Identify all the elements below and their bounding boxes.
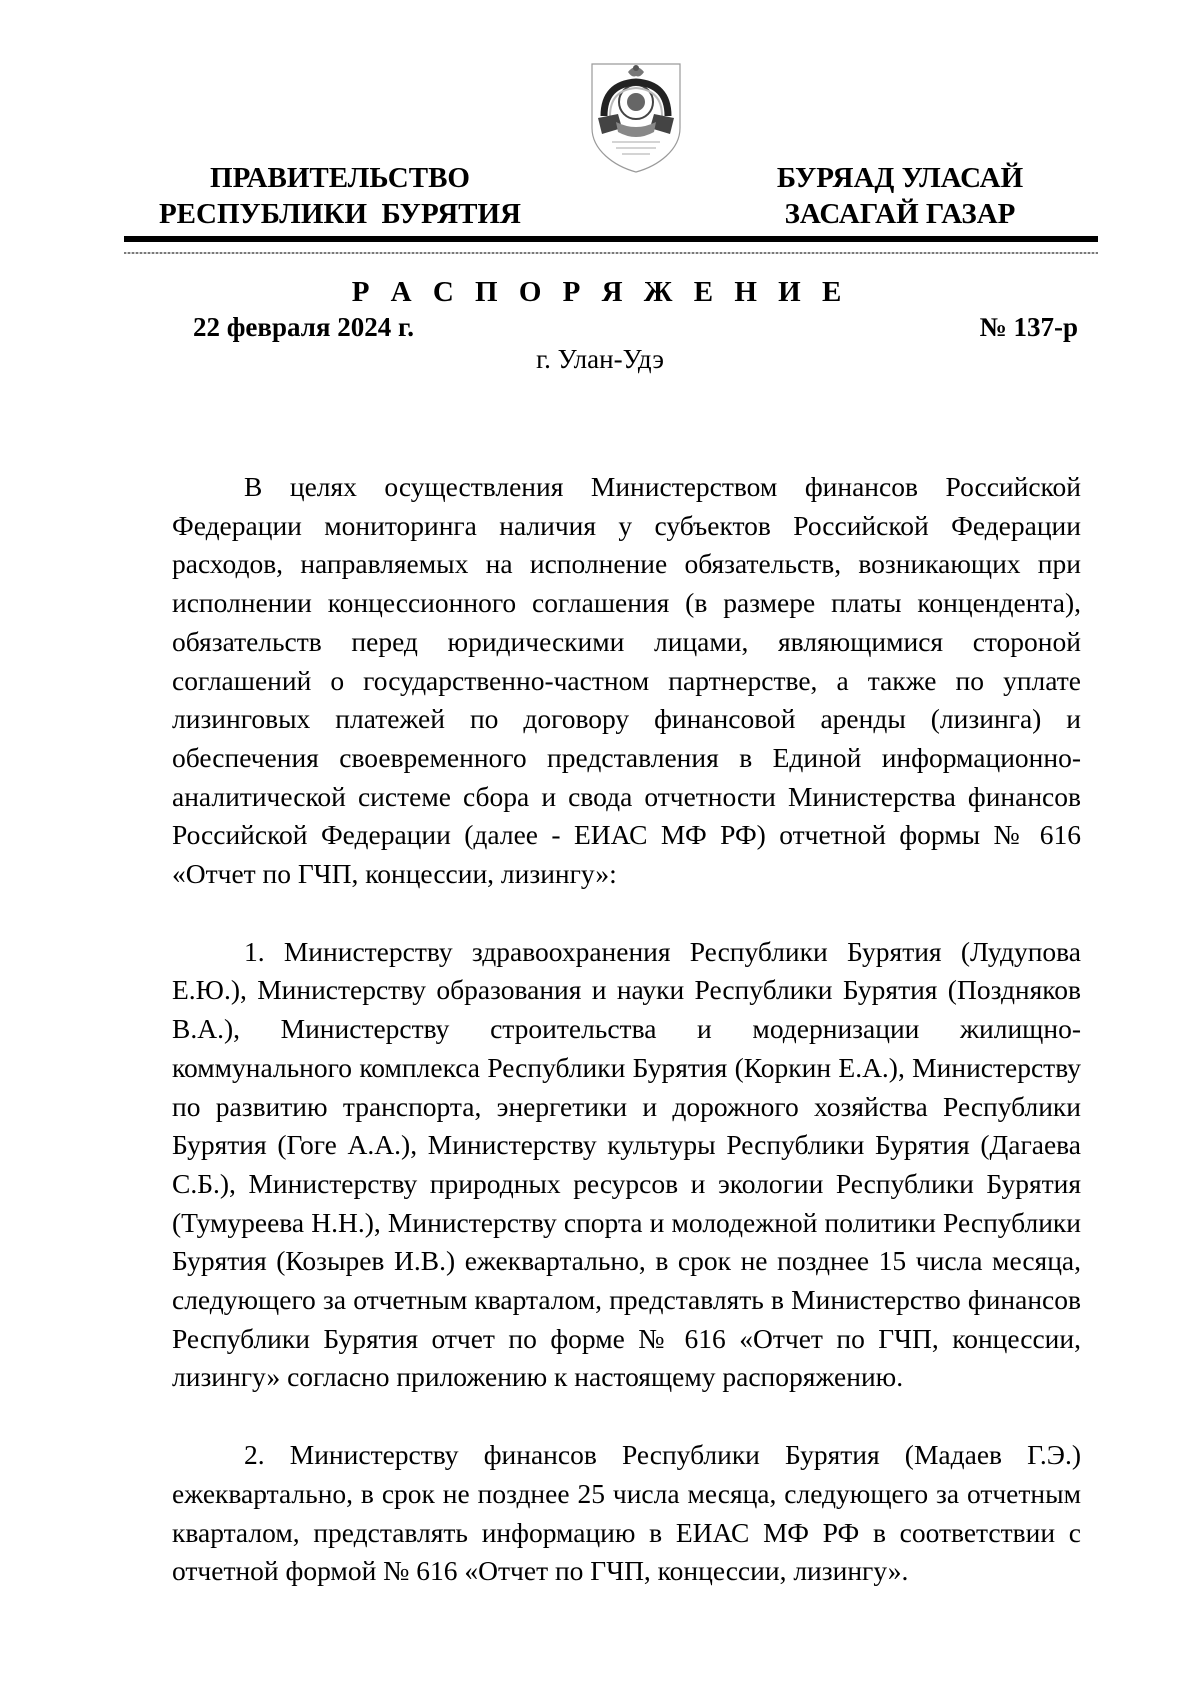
body-paragraph-preamble: В целях осуществления Министерством финансов Российской Федерации мониторинга наличия у субъектов Российской Федерации расходов, направляемых на исполнение обязательств, возникающих при исполнении концессионного соглашения (в размере платы концендента), обязательств перед юридическими лицами, являющимися стороной соглашений о государственно-частном партнерстве, а также по уплате лизинговых платежей по договору финансовой аренды (лизинга) и обеспечения своевременного представления в Единой информационно-аналитической системе сбора и свода отчетности Министерства финансов Российской Федерации (далее - ЕИАС МФ РФ) отчетной формы № 616 «Отчет по ГЧП, концессии, лизингу»:	[172, 471, 1081, 890]
document-body	[172, 468, 1081, 1630]
government-name-buryat-line1: БУРЯАД УЛАСАЙ	[776, 162, 1024, 194]
header-divider-thin	[124, 252, 1098, 254]
government-name-russian-line2: РЕСПУБЛИКИ БУРЯТИЯ	[158, 198, 522, 230]
government-name-buryat-line2: ЗАСАГАЙ ГАЗАР	[784, 198, 1016, 230]
document-date: 22 февраля 2024 г.	[193, 312, 414, 342]
document-number: № 137-р	[979, 312, 1078, 342]
document-city: г. Улан-Удэ	[536, 344, 664, 374]
document-type-title: Р А С П О Р Я Ж Е Н И Е	[351, 276, 849, 308]
body-paragraph-item-2: 2. Министерству финансов Республики Бурятия (Мадаев Г.Э.) ежеквартально, в срок не позднее 25 числа месяца, следующего за отчетным кварталом, представлять информацию в ЕИАС МФ РФ в соответствии с отчетной формой № 616 «Отчет по ГЧП, концессии, лизингу».	[172, 1439, 1081, 1587]
coat-of-arms-icon	[588, 58, 684, 176]
coat-of-arms-graphic	[588, 58, 684, 176]
government-name-russian	[120, 160, 560, 232]
body-paragraph-item-1: 1. Министерству здравоохранения Республики Бурятия (Лудупова Е.Ю.), Министерству образования и науки Республики Бурятия (Поздняков В.А.), Министерству строительства и модернизации жилищно-коммунального комплекса Республики Бурятия (Коркин Е.А.), Министерству по развитию транспорта, энергетики и дорожного хозяйства Республики Бурятия (Гоге А.А.), Министерству культуры Республики Бурятия (Дагаева С.Б.), Министерству природных ресурсов и экологии Республики Бурятия (Тумуреева Н.Н.), Министерству спорта и молодежной политики Республики Бурятия (Козырев И.В.) ежеквартально, в срок не позднее 15 числа месяца, следующего за отчетным кварталом, представлять в Министерство финансов Республики Бурятия отчет по форме № 616 «Отчет по ГЧП, концессии, лизингу» согласно приложению к настоящему распоряжению.	[172, 935, 1081, 1393]
government-name-russian-line1: ПРАВИТЕЛЬСТВО	[210, 162, 470, 194]
header-divider-thick	[124, 236, 1098, 242]
government-name-buryat	[720, 160, 1080, 232]
